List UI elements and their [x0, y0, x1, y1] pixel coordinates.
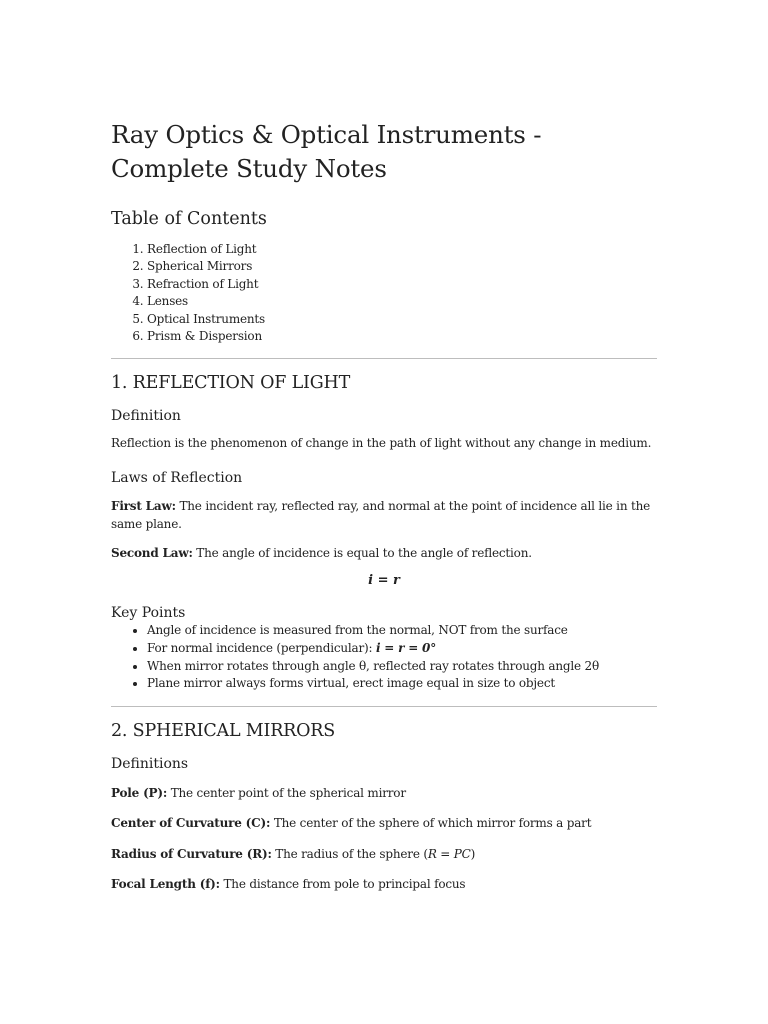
focal-length-definition: [111, 875, 657, 894]
center-text: The center of the sphere of which mirror forms a part: [270, 816, 592, 831]
section-divider: [111, 358, 657, 359]
toc-item: 4. Lenses: [147, 293, 657, 310]
title-line-2: Complete Study Notes: [111, 154, 387, 183]
definitions-heading: Definitions: [111, 755, 189, 772]
toc-item: 1. Reflection of Light: [147, 241, 657, 258]
center-label: Center of Curvature (C):: [111, 816, 271, 831]
key-points-heading: Key Points: [111, 605, 186, 622]
center-of-curvature-definition: [111, 814, 657, 833]
list-item-text: For normal incidence (perpendicular):: [147, 641, 376, 656]
list-item: • When mirror rotates through angle θ, reflected ray rotates through angle 2θ: [147, 658, 657, 676]
list-item: • Angle of incidence is measured from the normal, NOT from the surface: [147, 622, 657, 640]
radius-label: Radius of Curvature (R):: [111, 846, 272, 861]
section-divider: [111, 706, 657, 707]
second-law-paragraph: [111, 544, 657, 563]
list-item: [147, 640, 657, 658]
pole-definition: [111, 784, 657, 803]
pole-label: Pole (P):: [111, 785, 168, 800]
title-line-1: Ray Optics & Optical Instruments -: [111, 120, 542, 149]
list-item: • Plane mirror always forms virtual, erect image equal in size to object: [147, 675, 657, 693]
reflection-equation: i = r: [368, 573, 400, 589]
focal-text: The distance from pole to principal focus: [219, 877, 466, 892]
radius-text-end: ): [470, 846, 476, 861]
document-title: [111, 118, 657, 186]
first-law-text: The incident ray, reflected ray, and normal at the point of incidence all lie in the same plane.: [111, 498, 651, 532]
second-law-text: The angle of incidence is equal to the angle of reflection.: [192, 545, 532, 560]
section-heading-spherical-mirrors: 2. SPHERICAL MIRRORS: [111, 720, 336, 741]
toc-item: 2. Spherical Mirrors: [147, 258, 657, 275]
toc-item: 6. Prism & Dispersion: [147, 328, 657, 345]
definition-text: Reflection is the phenomenon of change in the path of light without any change in medium.: [111, 436, 652, 451]
radius-text: The radius of the sphere (: [271, 846, 428, 861]
normal-incidence-math: i = r = 0°: [375, 641, 437, 656]
radius-of-curvature-definition: [111, 845, 657, 864]
toc-item: 3. Refraction of Light: [147, 276, 657, 293]
equation-block: [111, 572, 657, 590]
toc-heading: Table of Contents: [111, 209, 267, 229]
definition-heading: Definition: [111, 408, 181, 425]
key-points-list: [111, 622, 657, 692]
toc-item: 5. Optical Instruments: [147, 311, 657, 328]
first-law-label: First Law:: [111, 498, 176, 513]
pole-text: The center point of the spherical mirror: [167, 785, 406, 800]
focal-label: Focal Length (f):: [111, 877, 220, 892]
table-of-contents: [111, 241, 657, 345]
document-page: [111, 118, 657, 894]
laws-heading: Laws of Reflection: [111, 469, 243, 486]
second-law-label: Second Law:: [111, 545, 193, 560]
section-heading-reflection: 1. REFLECTION OF LIGHT: [111, 373, 351, 394]
first-law-paragraph: [111, 497, 657, 534]
radius-math: R = PC: [427, 846, 471, 861]
